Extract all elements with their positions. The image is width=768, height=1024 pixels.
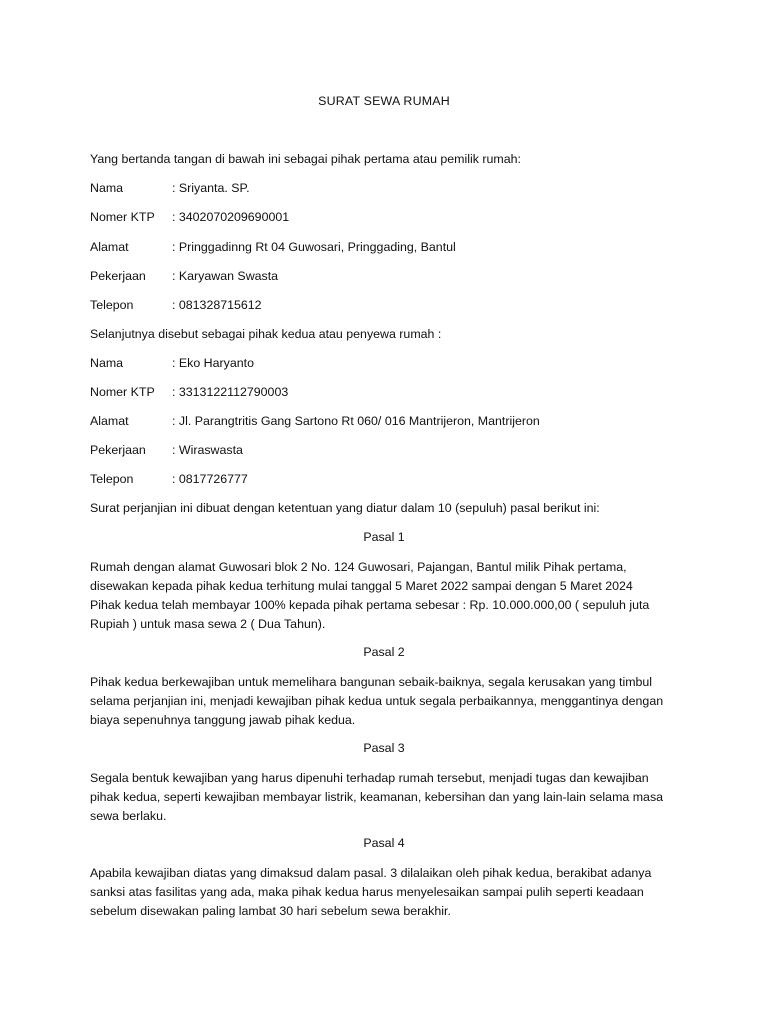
field-value: : Wiraswasta	[172, 443, 243, 457]
field-label: Alamat	[90, 240, 129, 254]
field-label: Nomer KTP	[90, 210, 155, 224]
article-line: Rumah dengan alamat Guwosari blok 2 No. 124 Guwosari, Pajangan, Bantul milik Pihak pertama,	[90, 560, 627, 574]
article-heading: Pasal 3	[363, 741, 405, 755]
article-line: selama perjanjian ini, menjadi kewajiban pihak kedua untuk segala perbaikannya, menggantinya dengan	[90, 694, 664, 708]
article-line: pihak kedua, seperti kewajiban membayar listrik, keamanan, kebersihan dan yang lain-lain selama masa	[90, 790, 664, 804]
first-party-ktp-row	[90, 210, 289, 224]
field-value: : Karyawan Swasta	[172, 269, 279, 283]
article-line: Apabila kewajiban diatas yang dimaksud dalam pasal. 3 dilalaikan oleh pihak kedua, berakibat adanya	[90, 866, 652, 880]
field-label: Telepon	[90, 472, 134, 486]
field-label: Pekerjaan	[90, 443, 146, 457]
article-body	[90, 673, 690, 730]
article-line: biaya sepenuhnya tanggung jawab pihak kedua.	[90, 713, 356, 727]
first-party-job-row	[90, 269, 278, 283]
field-label: Nama	[90, 181, 124, 195]
agreement-intro: Surat perjanjian ini dibuat dengan ketentuan yang diatur dalam 10 (sepuluh) pasal berikut ini:	[90, 501, 600, 515]
field-value: : Jl. Parangtritis Gang Sartono Rt 060/ 016 Mantrijeron, Mantrijeron	[172, 414, 540, 428]
article-body	[90, 864, 690, 921]
article-line: Pihak kedua berkewajiban untuk memelihara bangunan sebaik-baiknya, segala kerusakan yang timbul	[90, 675, 653, 689]
article-line: sewa berlaku.	[90, 809, 167, 823]
article-heading: Pasal 2	[363, 645, 405, 659]
article-heading: Pasal 4	[363, 836, 405, 850]
second-party-ktp-row	[90, 385, 288, 399]
second-party-address-row	[90, 414, 540, 428]
second-party-job-row	[90, 443, 243, 457]
first-party-phone-row	[90, 298, 262, 312]
article-line: Rupiah ) untuk masa sewa 2 ( Dua Tahun).	[90, 617, 326, 631]
field-value: : 0817726777	[172, 472, 248, 486]
article-line: sanksi atas fasilitas yang ada, maka pihak kedua harus menyelesaikan sampai pulih seperti keadaan	[90, 885, 644, 899]
document-title: SURAT SEWA RUMAH	[318, 94, 450, 108]
field-label: Pekerjaan	[90, 269, 146, 283]
second-party-phone-row	[90, 472, 248, 486]
article-line: sebelum disewakan paling lambat 30 hari sebelum sewa berakhir.	[90, 904, 451, 918]
field-label: Nomer KTP	[90, 385, 155, 399]
field-label: Nama	[90, 356, 124, 370]
first-party-name-row	[90, 181, 250, 195]
field-label: Telepon	[90, 298, 134, 312]
second-party-name-row	[90, 356, 254, 370]
article-heading: Pasal 1	[363, 530, 405, 544]
first-party-address-row	[90, 240, 456, 254]
field-value: : Pringgadinng Rt 04 Guwosari, Pringgading, Bantul	[172, 240, 456, 254]
article-line: disewakan kepada pihak kedua terhitung mulai tanggal 5 Maret 2022 sampai dengan 5 Maret 2024	[90, 579, 633, 593]
field-value: : 3313122112790003	[172, 385, 289, 399]
first-party-intro: Yang bertanda tangan di bawah ini sebagai pihak pertama atau pemilik rumah:	[90, 152, 521, 166]
field-value: : 081328715612	[172, 298, 262, 312]
field-label: Alamat	[90, 414, 129, 428]
field-value: : Eko Haryanto	[172, 356, 254, 370]
field-value: : 3402070209690001	[172, 210, 290, 224]
field-value: : Sriyanta. SP.	[172, 181, 250, 195]
article-body	[90, 769, 690, 826]
article-line: Segala bentuk kewajiban yang harus dipenuhi terhadap rumah tersebut, menjadi tugas dan kewajiban	[90, 771, 649, 785]
second-party-intro: Selanjutnya disebut sebagai pihak kedua atau penyewa rumah :	[90, 327, 442, 341]
article-line: Pihak kedua telah membayar 100% kepada pihak pertama sebesar : Rp. 10.000.000,00 ( sepuluh juta	[90, 598, 650, 612]
article-body	[90, 558, 690, 634]
